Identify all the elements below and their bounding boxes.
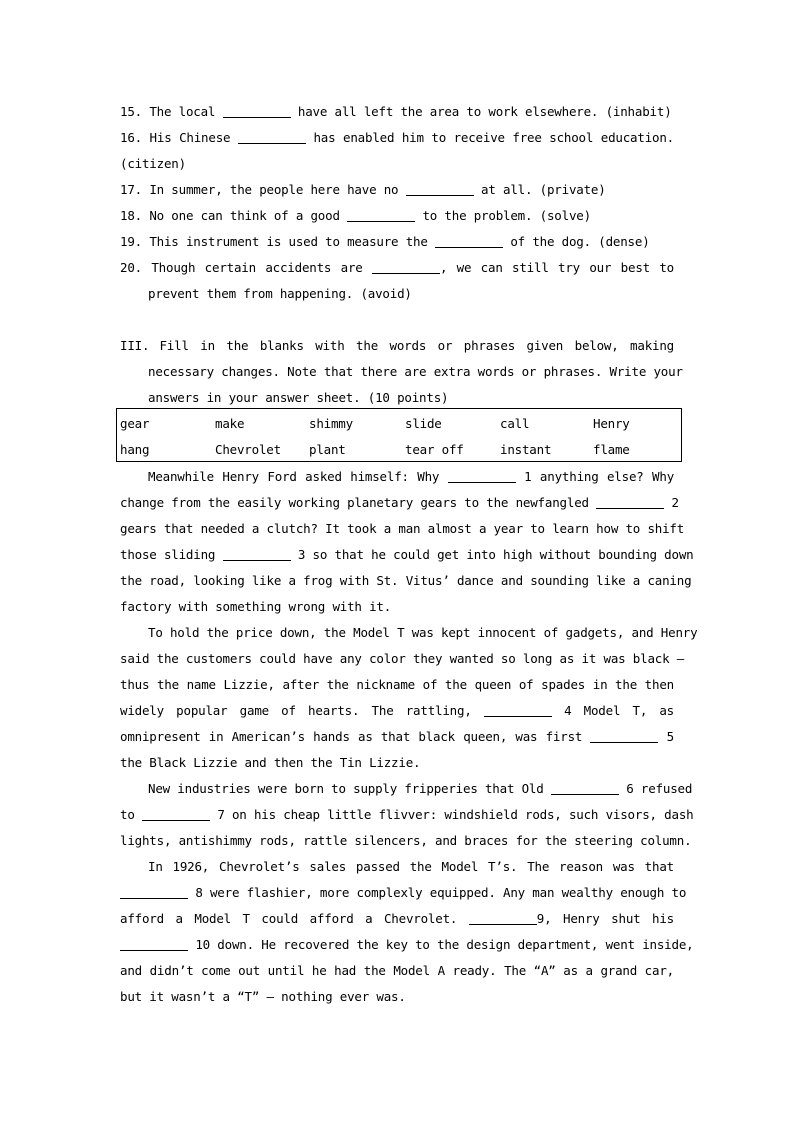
- word-bank-cell: gear: [120, 416, 150, 431]
- word-bank-cell: Henry: [593, 416, 630, 431]
- passage-line: factory with something wrong with it.: [120, 599, 392, 614]
- section-3-instructions-2: necessary changes. Note that there are extra words or phrases. Write your: [148, 364, 683, 379]
- word-bank-cell: plant: [309, 442, 346, 457]
- passage-line: afford a Model T could afford a Chevrolet. 9, Henry shut his: [120, 911, 674, 926]
- word-bank-cell: Chevrolet: [215, 442, 281, 457]
- section-3-heading: III. Fill in the blanks with the words or phrases given below, making: [120, 338, 675, 353]
- answer-blank[interactable]: [120, 884, 188, 899]
- passage-line: and didn’t come out until he had the Model A ready. The “A” as a grand car,: [120, 963, 674, 978]
- passage-line: 10 down. He recovered the key to the design department, went inside,: [120, 932, 674, 958]
- passage-line: gears that needed a clutch? It took a man almost a year to learn how to shift: [120, 521, 685, 536]
- answer-blank[interactable]: [406, 181, 474, 196]
- passage-line: Meanwhile Henry Ford asked himself: Why 1 anything else? Why: [148, 469, 675, 484]
- word-bank-cell: flame: [593, 442, 630, 457]
- passage-line: widely popular game of hearts. The rattling, 4 Model T, as: [120, 703, 675, 718]
- passage-line: to 7 on his cheap little flivver: windshield rods, such visors, dash: [120, 807, 694, 822]
- passage-line: said the customers could have any color they wanted so long as it was black –: [120, 651, 685, 666]
- item-20-cont: prevent them from happening. (avoid): [148, 286, 412, 301]
- word-bank-cell: call: [500, 416, 530, 431]
- section-3-instructions-3: answers in your answer sheet. (10 points): [148, 390, 449, 405]
- word-bank-cell: make: [215, 416, 245, 431]
- passage-line: the Black Lizzie and then the Tin Lizzie.: [120, 755, 421, 770]
- passage-line: 8 were flashier, more complexly equipped. Any man wealthy enough to: [120, 880, 674, 906]
- answer-blank[interactable]: [469, 910, 537, 925]
- item-16-cont: (citizen): [120, 156, 186, 171]
- answer-blank[interactable]: [347, 207, 415, 222]
- word-bank-table: [116, 408, 682, 462]
- word-bank-cell: instant: [500, 442, 552, 457]
- word-bank-row: [117, 411, 681, 437]
- passage-line: those sliding 3 so that he could get into high without bounding down: [120, 547, 694, 562]
- passage-line: lights, antishimmy rods, rattle silencers, and braces for the steering column.: [120, 833, 692, 848]
- passage-line: change from the easily working planetary gears to the newfangled 2: [120, 495, 679, 510]
- answer-blank[interactable]: [372, 259, 440, 274]
- answer-blank[interactable]: [120, 936, 188, 951]
- answer-blank[interactable]: [590, 728, 658, 743]
- item-16: 16. His Chinese has enabled him to receive free school education.: [120, 130, 675, 145]
- item-15: 15. The local have all left the area to work elsewhere. (inhabit): [120, 104, 672, 119]
- answer-blank[interactable]: [142, 806, 210, 821]
- item-19: 19. This instrument is used to measure the of the dog. (dense): [120, 234, 650, 249]
- answer-blank[interactable]: [484, 702, 552, 717]
- passage-line: the road, looking like a frog with St. Vitus’ dance and sounding like a caning: [120, 573, 692, 588]
- word-bank-cell: shimmy: [309, 416, 353, 431]
- word-bank-cell: slide: [405, 416, 442, 431]
- answer-blank[interactable]: [551, 780, 619, 795]
- item-20: 20. Though certain accidents are , we can still try our best to: [120, 260, 675, 275]
- answer-blank[interactable]: [223, 546, 291, 561]
- word-bank-row: [117, 437, 681, 463]
- answer-blank[interactable]: [448, 468, 516, 483]
- answer-blank[interactable]: [435, 233, 503, 248]
- passage-line: In 1926, Chevrolet’s sales passed the Model T’s. The reason was that: [148, 859, 674, 874]
- answer-blank[interactable]: [223, 103, 291, 118]
- word-bank-cell: hang: [120, 442, 150, 457]
- passage-line: but it wasn’t a “T” – nothing ever was.: [120, 989, 406, 1004]
- passage-line: To hold the price down, the Model T was kept innocent of gadgets, and Henry: [148, 625, 698, 640]
- passage-line: omnipresent in American’s hands as that black queen, was first 5: [120, 729, 674, 744]
- passage-line: New industries were born to supply fripperies that Old 6 refused: [148, 781, 693, 796]
- answer-blank[interactable]: [596, 494, 664, 509]
- answer-blank[interactable]: [238, 129, 306, 144]
- passage-line: thus the name Lizzie, after the nickname of the queen of spades in the then: [120, 677, 674, 692]
- item-18: 18. No one can think of a good to the problem. (solve): [120, 208, 591, 223]
- item-17: 17. In summer, the people here have no at all. (private): [120, 182, 606, 197]
- word-bank-cell: tear off: [405, 442, 464, 457]
